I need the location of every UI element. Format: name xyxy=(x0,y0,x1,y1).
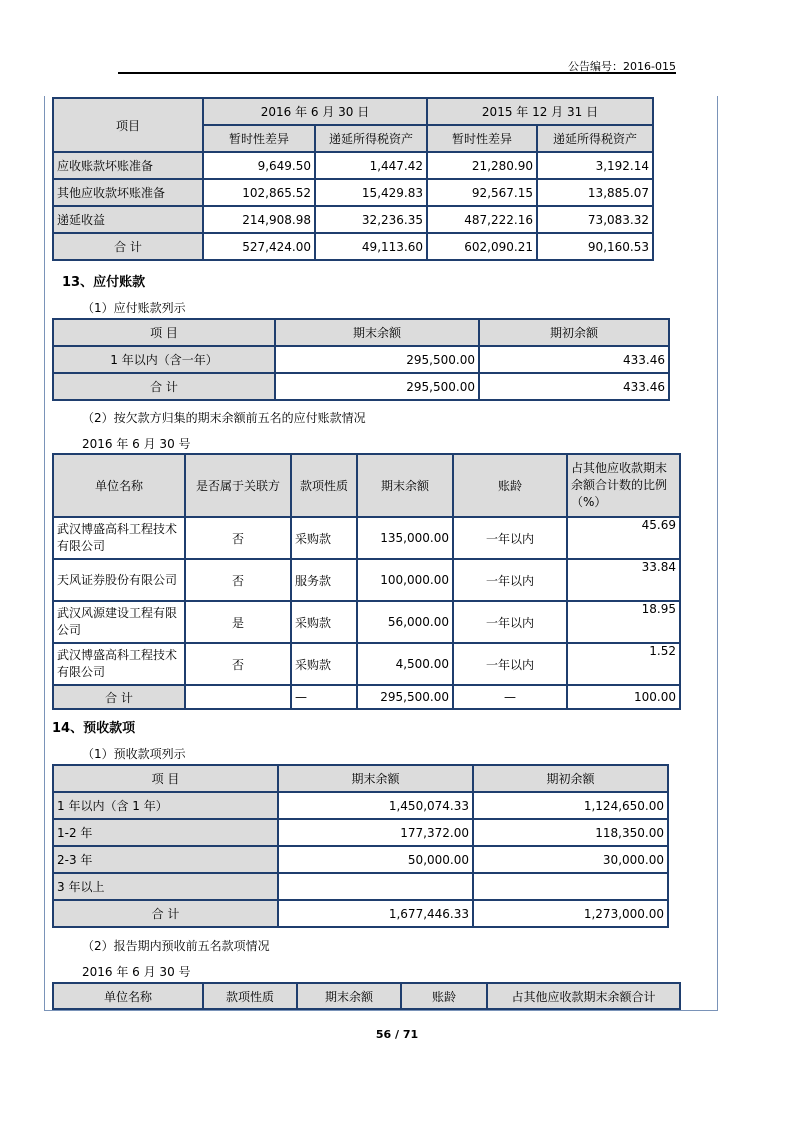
cell-value xyxy=(473,873,668,900)
nature: 采购款 xyxy=(291,643,357,685)
table-row xyxy=(53,601,680,643)
header-related: 是否属于关联方 xyxy=(185,454,291,517)
cell-value: 73,083.32 xyxy=(537,206,653,233)
related-flag: 是 xyxy=(185,601,291,643)
table-row xyxy=(53,846,668,873)
total-row xyxy=(53,373,669,400)
page-number: 56 / 71 xyxy=(375,1028,419,1041)
table-row xyxy=(53,559,680,601)
table-row xyxy=(53,346,669,373)
total-row xyxy=(53,685,680,709)
cell-value: 295,500.00 xyxy=(275,346,479,373)
cell-value: 1,450,074.33 xyxy=(278,792,473,819)
nature: 采购款 xyxy=(291,517,357,559)
company-name: 天风证券股份有限公司 xyxy=(53,559,185,601)
row-label: 递延收益 xyxy=(53,206,203,233)
section-13-title: 13、应付账款 xyxy=(62,275,146,290)
company-name: 武汉博盛高科工程技术有限公司 xyxy=(53,643,185,685)
cell-value: 1,677,446.33 xyxy=(278,900,473,927)
header-item: 项 目 xyxy=(53,319,275,346)
row-label: 1 年以内（含一年） xyxy=(53,346,275,373)
age: 一年以内 xyxy=(453,517,567,559)
section-13-date: 2016 年 6 月 30 号 xyxy=(82,437,191,451)
cell-value: 102,865.52 xyxy=(203,179,315,206)
amount: 135,000.00 xyxy=(357,517,453,559)
header-end-balance: 期末余额 xyxy=(357,454,453,517)
cell-value: 32,236.35 xyxy=(315,206,427,233)
header-end-balance: 期末余额 xyxy=(297,983,401,1009)
row-label: 合 计 xyxy=(53,685,185,709)
related-flag xyxy=(185,685,291,709)
amount: 295,500.00 xyxy=(357,685,453,709)
total-row xyxy=(53,233,653,260)
cell-value: 13,885.07 xyxy=(537,179,653,206)
age: — xyxy=(453,685,567,709)
header-temp-diff: 暂时性差异 xyxy=(203,125,315,152)
row-label: 合 计 xyxy=(53,373,275,400)
ratio: 18.95 xyxy=(567,601,680,643)
cell-value: 30,000.00 xyxy=(473,846,668,873)
related-flag: 否 xyxy=(185,517,291,559)
company-name: 武汉风源建设工程有限公司 xyxy=(53,601,185,643)
cell-value: 21,280.90 xyxy=(427,152,537,179)
row-label: 其他应收款坏账准备 xyxy=(53,179,203,206)
table-row xyxy=(53,643,680,685)
ratio: 33.84 xyxy=(567,559,680,601)
related-flag: 否 xyxy=(185,559,291,601)
table-row xyxy=(53,206,653,233)
age: 一年以内 xyxy=(453,559,567,601)
row-label: 应收账款坏账准备 xyxy=(53,152,203,179)
cell-value: 49,113.60 xyxy=(315,233,427,260)
header-date-2016: 2016 年 6 月 30 日 xyxy=(203,98,427,125)
cell-value: 9,649.50 xyxy=(203,152,315,179)
table-row xyxy=(53,792,668,819)
ratio: 45.69 xyxy=(567,517,680,559)
amount: 56,000.00 xyxy=(357,601,453,643)
cell-value: 90,160.53 xyxy=(537,233,653,260)
header-company: 单位名称 xyxy=(53,983,203,1009)
cell-value: 295,500.00 xyxy=(275,373,479,400)
cell-value: 1,447.42 xyxy=(315,152,427,179)
header-deferred-tax: 递延所得税资产 xyxy=(315,125,427,152)
row-label: 1-2 年 xyxy=(53,819,278,846)
header-ratio: 占其他应收款期末余额合计 xyxy=(487,983,680,1009)
announcement-number: 公告编号：2016-015 xyxy=(568,60,676,73)
advances-table xyxy=(52,764,669,928)
age: 一年以内 xyxy=(453,643,567,685)
row-label: 合 计 xyxy=(53,233,203,260)
cell-value: 487,222.16 xyxy=(427,206,537,233)
row-label: 合 计 xyxy=(53,900,278,927)
header-company: 单位名称 xyxy=(53,454,185,517)
section-14-date: 2016 年 6 月 30 号 xyxy=(82,965,191,979)
deferred-tax-table xyxy=(52,97,654,261)
top-advances-table xyxy=(52,982,681,1010)
related-flag: 否 xyxy=(185,643,291,685)
header-deferred-tax: 递延所得税资产 xyxy=(537,125,653,152)
amount: 4,500.00 xyxy=(357,643,453,685)
table-row xyxy=(53,179,653,206)
cell-value: 50,000.00 xyxy=(278,846,473,873)
header-nature: 款项性质 xyxy=(203,983,297,1009)
cell-value: 92,567.15 xyxy=(427,179,537,206)
ratio: 1.52 xyxy=(567,643,680,685)
header-rule xyxy=(118,72,676,74)
top-payables-table xyxy=(52,453,681,710)
header-ratio: 占其他应收款期末余额合计数的比例（%） xyxy=(567,454,680,517)
cell-value: 433.46 xyxy=(479,346,669,373)
cell-value: 1,273,000.00 xyxy=(473,900,668,927)
nature: 采购款 xyxy=(291,601,357,643)
payables-table xyxy=(52,318,670,401)
nature: — xyxy=(291,685,357,709)
header-age: 账龄 xyxy=(453,454,567,517)
section-14-title: 14、预收款项 xyxy=(52,721,136,736)
row-label: 1 年以内（含 1 年） xyxy=(53,792,278,819)
nature: 服务款 xyxy=(291,559,357,601)
header-age: 账龄 xyxy=(401,983,487,1009)
header-temp-diff: 暂时性差异 xyxy=(427,125,537,152)
header-date-2015: 2015 年 12 月 31 日 xyxy=(427,98,653,125)
cell-value xyxy=(278,873,473,900)
header-nature: 款项性质 xyxy=(291,454,357,517)
header-begin-balance: 期初余额 xyxy=(479,319,669,346)
cell-value: 1,124,650.00 xyxy=(473,792,668,819)
table-row xyxy=(53,819,668,846)
ratio: 100.00 xyxy=(567,685,680,709)
section-13-sub1: （1）应付账款列示 xyxy=(82,301,186,315)
table-row xyxy=(53,873,668,900)
age: 一年以内 xyxy=(453,601,567,643)
header-end-balance: 期末余额 xyxy=(275,319,479,346)
cell-value: 3,192.14 xyxy=(537,152,653,179)
cell-value: 214,908.98 xyxy=(203,206,315,233)
total-row xyxy=(53,900,668,927)
header-item: 项 目 xyxy=(53,765,278,792)
header-begin-balance: 期初余额 xyxy=(473,765,668,792)
cell-value: 527,424.00 xyxy=(203,233,315,260)
cell-value: 602,090.21 xyxy=(427,233,537,260)
section-14-sub1: （1）预收款项列示 xyxy=(82,747,186,761)
company-name: 武汉博盛高科工程技术有限公司 xyxy=(53,517,185,559)
cell-value: 177,372.00 xyxy=(278,819,473,846)
row-label: 2-3 年 xyxy=(53,846,278,873)
table-row xyxy=(53,517,680,559)
row-label: 3 年以上 xyxy=(53,873,278,900)
header-end-balance: 期末余额 xyxy=(278,765,473,792)
header-item: 项目 xyxy=(53,98,203,152)
cell-value: 118,350.00 xyxy=(473,819,668,846)
amount: 100,000.00 xyxy=(357,559,453,601)
section-13-sub2: （2）按欠款方归集的期末余额前五名的应付账款情况 xyxy=(82,411,366,425)
cell-value: 433.46 xyxy=(479,373,669,400)
section-14-sub2: （2）报告期内预收前五名款项情况 xyxy=(82,939,270,953)
cell-value: 15,429.83 xyxy=(315,179,427,206)
table-row xyxy=(53,152,653,179)
